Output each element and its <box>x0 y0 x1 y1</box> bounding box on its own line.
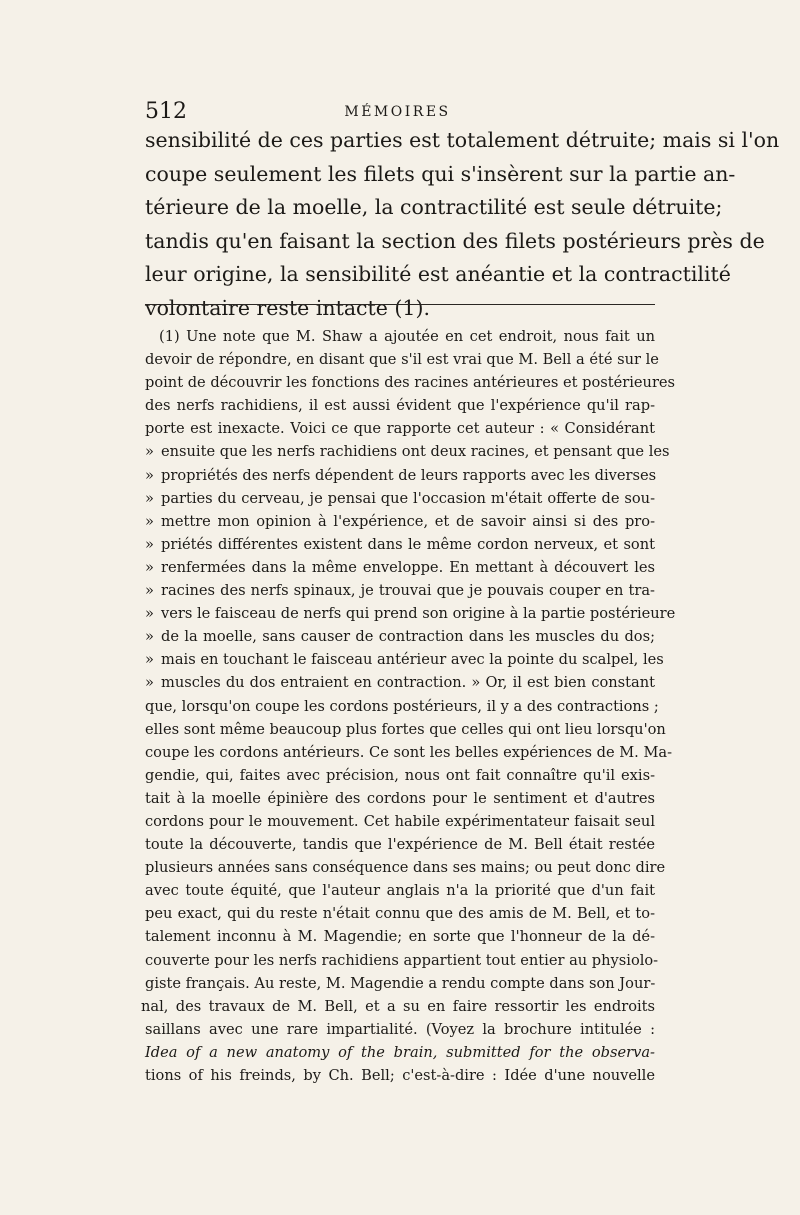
footnote-line-text: propriétés des nerfs dépendent de leurs rapports avec les diverses <box>161 466 657 484</box>
footnote-line-text: priétés différentes existent dans le même cordon nerveux, et sont <box>161 535 655 553</box>
quote-mark: » <box>145 582 154 600</box>
footnote-line-text: parties du cerveau, je pensai que l'occasion m'était offerte de sou- <box>161 489 655 507</box>
footnote-quote-line <box>145 671 655 694</box>
footnote-line: gendie, qui, faites avec précision, nous ont fait connaître qu'il exis- <box>145 766 655 784</box>
footnote-line-text: ensuite que les nerfs rachidiens ont deux racines, et pensant que les <box>161 443 670 461</box>
footnote-line: porte est inexacte. Voici ce que rapporte cet auteur : « Considérant <box>145 420 655 438</box>
footnote-line-italic-title: Idea of a new anatomy of the brain, submitted for the observa- <box>145 1043 655 1061</box>
quote-mark: » <box>145 443 154 461</box>
footnote-quote-line <box>145 510 655 533</box>
footnote-quote-line <box>145 648 664 671</box>
body-line: leur origine, la sensibilité est anéantie et la contractilité <box>145 262 731 286</box>
footnote-quote-line <box>145 440 670 463</box>
quote-mark: » <box>145 489 154 507</box>
quote-mark: » <box>145 651 154 669</box>
footnote-line: coupe les cordons antérieurs. Ce sont les belles expériences de M. Ma- <box>145 743 673 761</box>
footnote-line: tions of his freinds, by Ch. Bell; c'est-à-dire : Idée d'une nouvelle <box>145 1067 655 1084</box>
footnote-line-text: mettre mon opinion à l'expérience, et de savoir ainsi si des pro- <box>161 512 655 530</box>
footnote-line: toute la découverte, tandis que l'expérience de M. Bell était restée <box>145 836 655 854</box>
footnote-line: elles sont même beaucoup plus fortes que celles qui ont lieu lorsqu'on <box>145 720 666 738</box>
quote-mark: » <box>145 512 154 530</box>
footnote-quote-line <box>145 556 655 579</box>
footnote-line: tait à la moelle épinière des cordons pour le sentiment et d'autres <box>145 789 655 807</box>
body-line: coupe seulement les filets qui s'insèrent sur la partie an- <box>145 161 736 186</box>
body-line: tandis qu'en faisant la section des filets postérieurs près de <box>145 228 765 253</box>
footnote-quote-line <box>145 625 655 648</box>
footnote-line-text: muscles du dos entraient en contraction. » Or, il est bien constant <box>161 674 655 692</box>
footnote-quote-line <box>145 464 655 487</box>
footnote-line: couverte pour les nerfs rachidiens appartient tout entier au physiolo- <box>145 951 659 969</box>
footnote-line-text: renfermées dans la même enveloppe. En mettant à découvert les <box>161 558 655 576</box>
quote-mark: » <box>145 605 154 623</box>
footnote-line: avec toute équité, que l'auteur anglais n'a la priorité que d'un fait <box>145 882 655 900</box>
quote-mark: » <box>145 558 154 576</box>
quote-mark: » <box>145 535 154 553</box>
main-text <box>145 124 780 325</box>
footnote-separator-rule <box>145 304 655 305</box>
footnote-quote-line <box>145 579 655 602</box>
footnote-line: point de découvrir les fonctions des racines antérieures et postérieures <box>145 374 676 392</box>
body-line: volontaire reste intacte (1). <box>145 295 430 320</box>
footnote-line: que, lorsqu'on coupe les cordons postérieurs, il y a des contractions ; <box>145 697 659 715</box>
quote-mark: » <box>145 628 154 646</box>
footnote-line: (1) Une note que M. Shaw a ajoutée en cet endroit, nous fait un <box>159 328 655 345</box>
footnote-line-text: de la moelle, sans causer de contraction dans les muscles du dos; <box>161 628 655 646</box>
footnote-line: devoir de répondre, en disant que s'il est vrai que M. Bell a été sur le <box>145 351 659 369</box>
body-line: sensibilité de ces parties est totalement détruite; mais si l'on <box>145 128 780 152</box>
footnote-line-text: racines des nerfs spinaux, je trouvai que je pouvais couper en tra- <box>161 582 655 600</box>
page-number: 512 <box>145 99 187 124</box>
body-line: térieure de la moelle, la contractilité est seule détruite; <box>145 195 723 219</box>
footnote-line: des nerfs rachidiens, il est aussi évident que l'expérience qu'il rap- <box>145 397 655 415</box>
footnote-quote-line <box>145 533 655 556</box>
footnote <box>141 325 676 1087</box>
running-head <box>145 98 650 126</box>
footnote-line-text: mais en touchant le faisceau antérieur avec la pointe du scalpel, les <box>161 651 664 669</box>
footnote-line: giste français. Au reste, M. Magendie a rendu compte dans son Jour- <box>145 974 656 992</box>
footnote-line: cordons pour le mouvement. Cet habile expérimentateur faisait seul <box>145 812 655 830</box>
quote-mark: » <box>145 674 154 692</box>
footnote-quote-line <box>145 487 655 510</box>
footnote-line: plusieurs années sans conséquence dans ses mains; ou peut donc dire <box>145 859 666 877</box>
footnote-line: saillans avec une rare impartialité. (Voyez la brochure intitulée : <box>145 1020 655 1038</box>
footnote-quote-line <box>145 602 676 625</box>
footnote-line: peu exact, qui du reste n'était connu que des amis de M. Bell, et to- <box>145 905 655 923</box>
footnote-line: nal, des travaux de M. Bell, et a su en faire ressortir les endroits <box>141 997 655 1015</box>
footnote-line: talement inconnu à M. Magendie; en sorte que l'honneur de la dé- <box>145 928 655 946</box>
quote-mark: » <box>145 466 154 484</box>
footnote-line-text: vers le faisceau de nerfs qui prend son origine à la partie postérieure <box>161 605 676 623</box>
running-title: MÉMOIRES <box>344 104 451 120</box>
